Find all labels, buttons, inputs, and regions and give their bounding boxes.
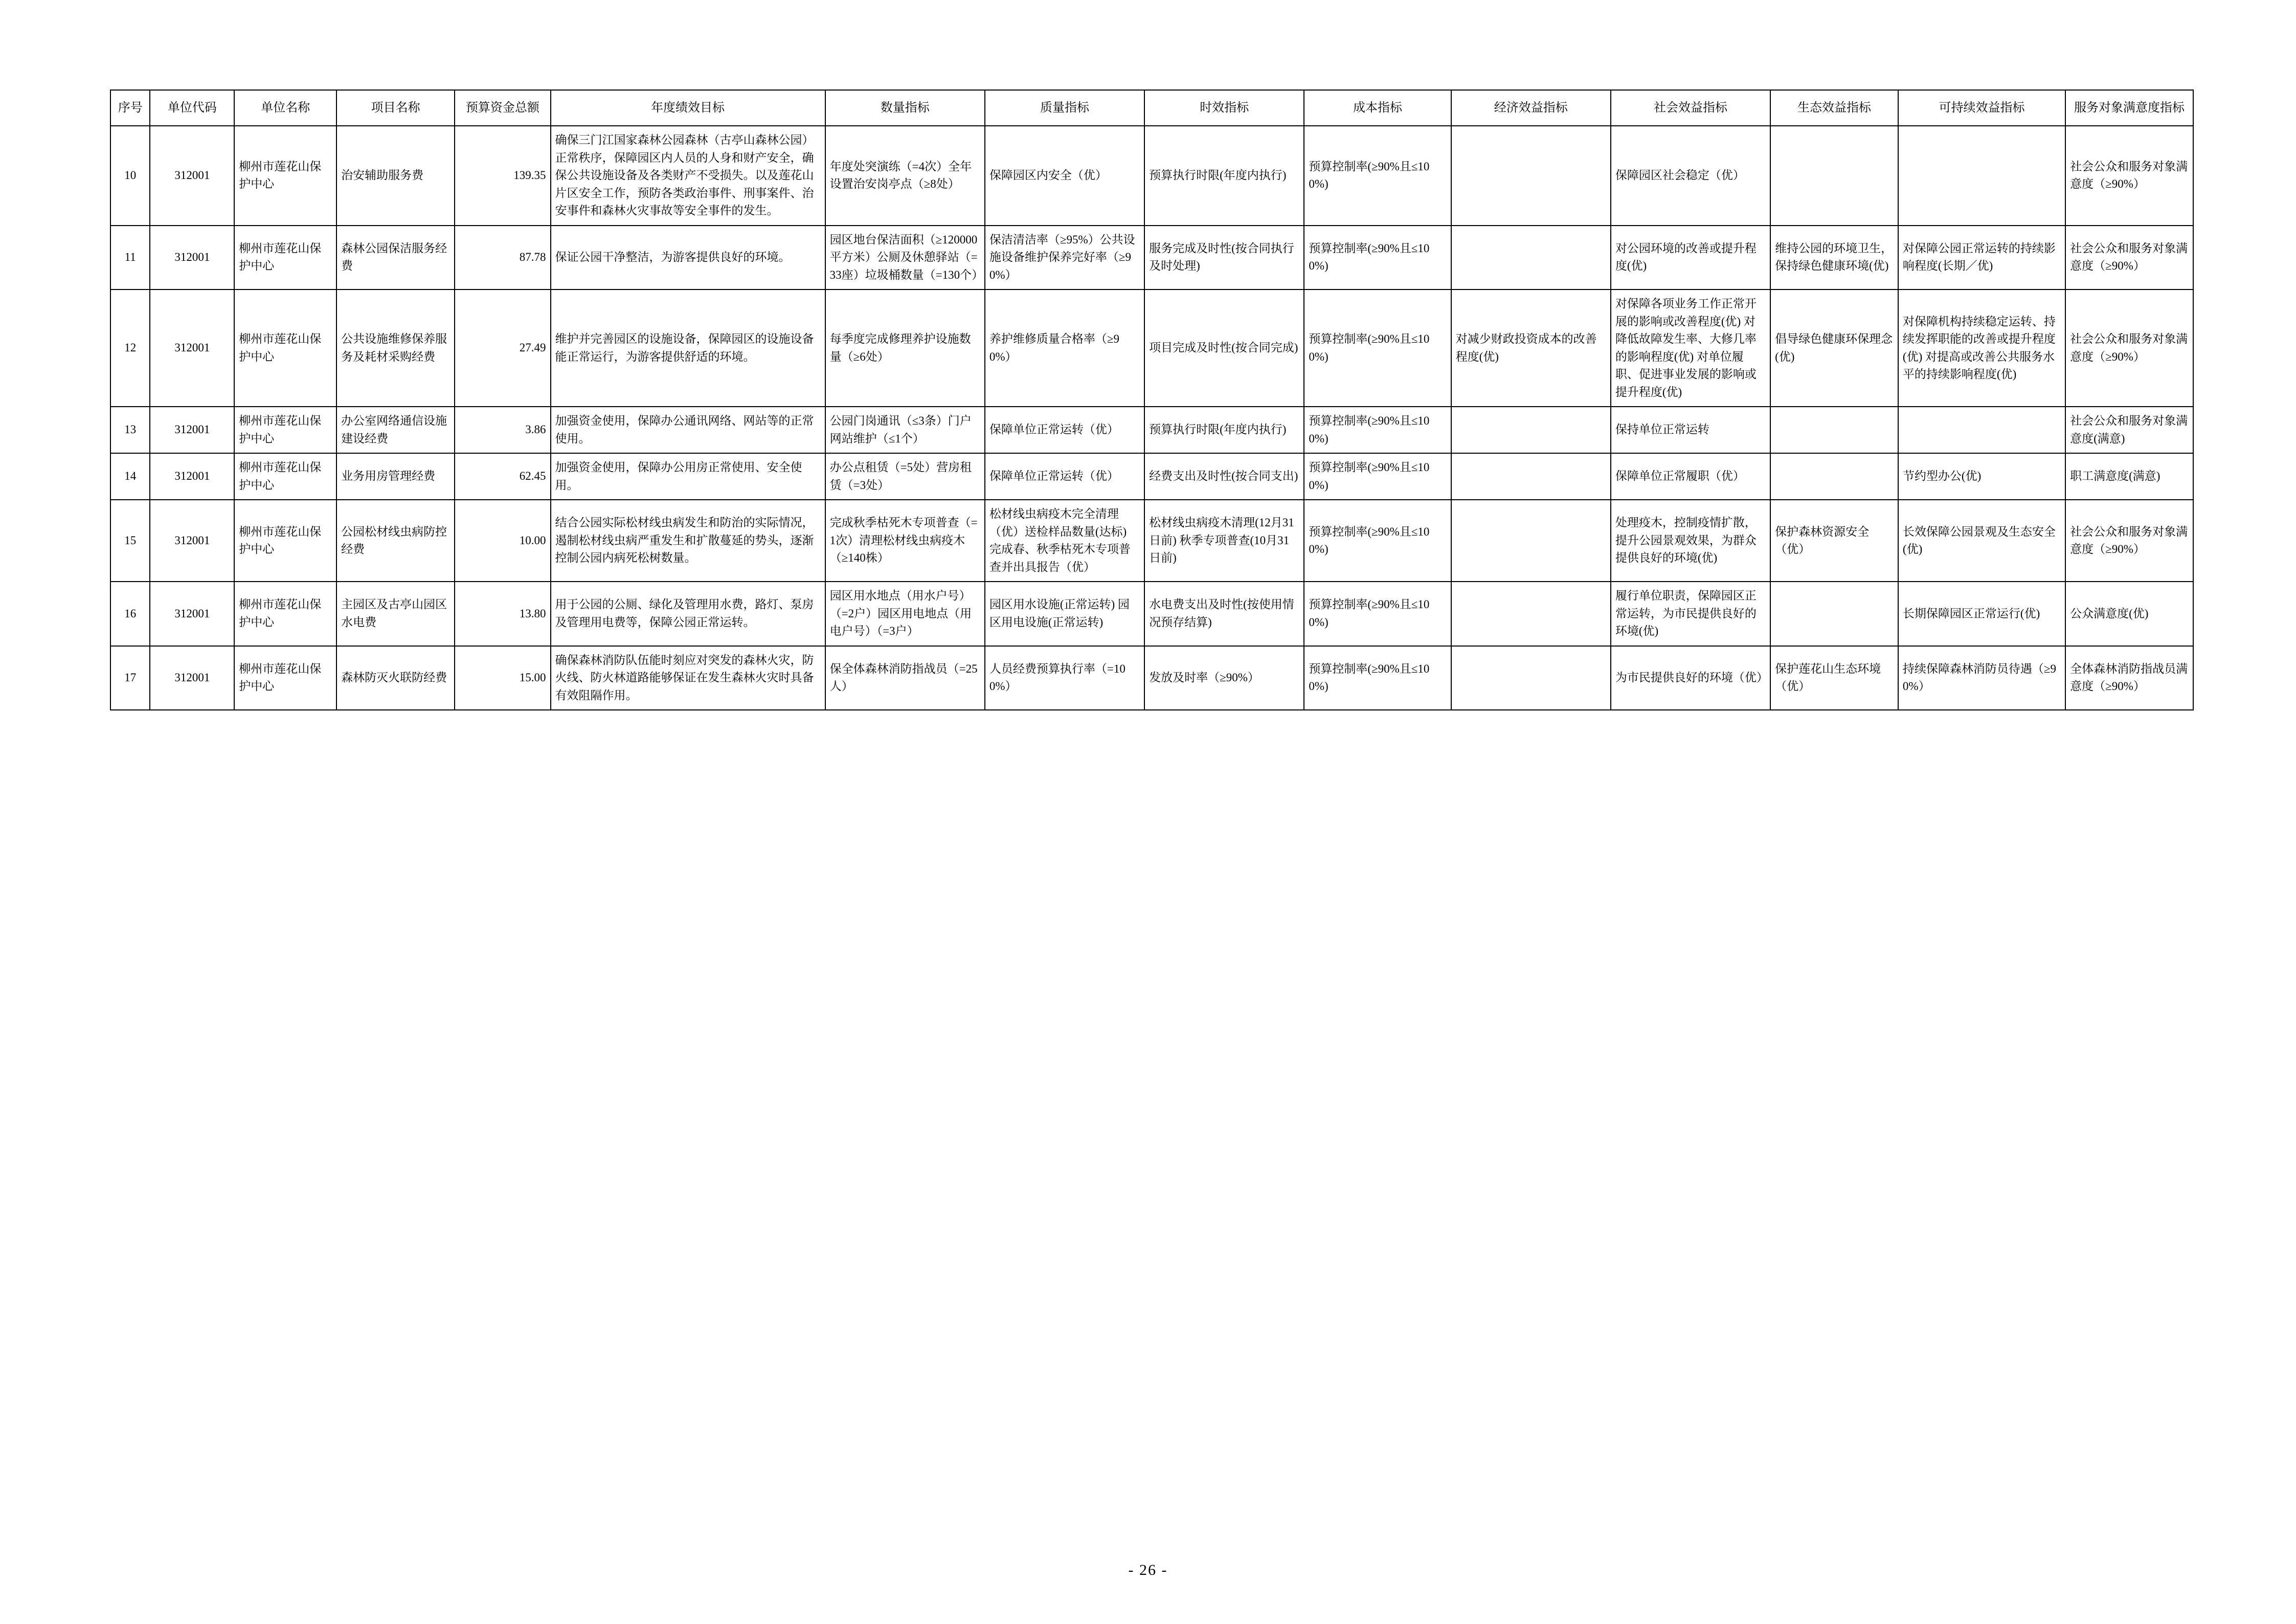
cell-cost: 预算控制率(≥90%且≤100%) bbox=[1304, 290, 1451, 407]
table-row bbox=[110, 126, 2193, 226]
cell-unit-name: 柳州市莲花山保护中心 bbox=[234, 407, 336, 453]
cell-unit-code: 312001 bbox=[150, 500, 234, 582]
table-row bbox=[110, 582, 2193, 646]
cell-ecological bbox=[1770, 582, 1898, 646]
cell-satisfaction: 社会公众和服务对象满意度（≥90%） bbox=[2065, 226, 2193, 290]
cell-cost: 预算控制率(≥90%且≤100%) bbox=[1304, 453, 1451, 500]
cell-annual-goal: 加强资金使用，保障办公通讯网络、网站等的正常使用。 bbox=[551, 407, 825, 453]
cell-quantity: 办公点租赁（=5处）营房租赁（=3处） bbox=[825, 453, 985, 500]
cell-social: 对保障各项业务工作正常开展的影响或改善程度(优) 对降低故障发生率、大修几率的影响程度(优) 对单位履职、促进事业发展的影响或提升程度(优) bbox=[1611, 290, 1770, 407]
cell-amount: 15.00 bbox=[455, 646, 550, 710]
cell-cost: 预算控制率(≥90%且≤100%) bbox=[1304, 226, 1451, 290]
cell-amount: 13.80 bbox=[455, 582, 550, 646]
cell-annual-goal: 确保森林消防队伍能时刻应对突发的森林火灾，防火线、防火林道路能够保证在发生森林火灾时具备有效阻隔作用。 bbox=[551, 646, 825, 710]
col-header-amount: 预算资金总额 bbox=[455, 90, 550, 126]
cell-annual-goal: 保证公园干净整洁，为游客提供良好的环境。 bbox=[551, 226, 825, 290]
page-number: - 26 - bbox=[1128, 1562, 1168, 1578]
cell-amount: 3.86 bbox=[455, 407, 550, 453]
cell-quantity: 完成秋季枯死木专项普查（=1次）清理松材线虫病疫木（≥140株） bbox=[825, 500, 985, 582]
cell-satisfaction: 公众满意度(优) bbox=[2065, 582, 2193, 646]
table-row bbox=[110, 226, 2193, 290]
col-header-timeliness: 时效指标 bbox=[1144, 90, 1304, 126]
cell-annual-goal: 结合公园实际松材线虫病发生和防治的实际情况，遏制松材线虫病严重发生和扩散蔓延的势头，逐渐控制公园内病死松树数量。 bbox=[551, 500, 825, 582]
cell-quality: 保洁清洁率（≥95%）公共设施设备维护保养完好率（≥90%） bbox=[985, 226, 1144, 290]
cell-social: 对公园环境的改善或提升程度(优) bbox=[1611, 226, 1770, 290]
cell-project-name: 公园松材线虫病防控经费 bbox=[336, 500, 455, 582]
cell-unit-code: 312001 bbox=[150, 290, 234, 407]
cell-quantity: 保全体森林消防指战员（=25人） bbox=[825, 646, 985, 710]
cell-unit-name: 柳州市莲花山保护中心 bbox=[234, 126, 336, 226]
cell-social: 保持单位正常运转 bbox=[1611, 407, 1770, 453]
cell-economic bbox=[1451, 407, 1611, 453]
cell-amount: 62.45 bbox=[455, 453, 550, 500]
cell-satisfaction: 社会公众和服务对象满意度（≥90%） bbox=[2065, 290, 2193, 407]
cell-unit-code: 312001 bbox=[150, 226, 234, 290]
cell-economic bbox=[1451, 453, 1611, 500]
cell-timeliness: 项目完成及时性(按合同完成) bbox=[1144, 290, 1304, 407]
cell-sustainable: 对保障机构持续稳定运转、持续发挥职能的改善或提升程度(优) 对提高或改善公共服务水平的持续影响程度(优) bbox=[1898, 290, 2065, 407]
cell-timeliness: 经费支出及时性(按合同支出) bbox=[1144, 453, 1304, 500]
table-row bbox=[110, 290, 2193, 407]
cell-amount: 27.49 bbox=[455, 290, 550, 407]
cell-ecological bbox=[1770, 453, 1898, 500]
cell-amount: 10.00 bbox=[455, 500, 550, 582]
cell-unit-name: 柳州市莲花山保护中心 bbox=[234, 582, 336, 646]
cell-timeliness: 水电费支出及时性(按使用情况预存结算) bbox=[1144, 582, 1304, 646]
cell-sustainable: 长效保障公园景观及生态安全(优) bbox=[1898, 500, 2065, 582]
col-header-cost: 成本指标 bbox=[1304, 90, 1451, 126]
cell-unit-name: 柳州市莲花山保护中心 bbox=[234, 453, 336, 500]
cell-ecological bbox=[1770, 126, 1898, 226]
cell-index: 10 bbox=[110, 126, 150, 226]
cell-economic bbox=[1451, 126, 1611, 226]
cell-project-name: 治安辅助服务费 bbox=[336, 126, 455, 226]
performance-target-table bbox=[110, 90, 2194, 710]
cell-index: 11 bbox=[110, 226, 150, 290]
cell-timeliness: 服务完成及时性(按合同执行及时处理) bbox=[1144, 226, 1304, 290]
cell-quality: 养护维修质量合格率（≥90%） bbox=[985, 290, 1144, 407]
cell-cost: 预算控制率(≥90%且≤100%) bbox=[1304, 126, 1451, 226]
col-header-unit-code: 单位代码 bbox=[150, 90, 234, 126]
cell-cost: 预算控制率(≥90%且≤100%) bbox=[1304, 407, 1451, 453]
cell-quality: 保障园区内安全（优） bbox=[985, 126, 1144, 226]
cell-ecological: 倡导绿色健康环保理念(优) bbox=[1770, 290, 1898, 407]
cell-project-name: 办公室网络通信设施建设经费 bbox=[336, 407, 455, 453]
col-header-quantity: 数量指标 bbox=[825, 90, 985, 126]
col-header-social: 社会效益指标 bbox=[1611, 90, 1770, 126]
cell-quality: 保障单位正常运转（优） bbox=[985, 453, 1144, 500]
col-header-annual-goal: 年度绩效目标 bbox=[551, 90, 825, 126]
cell-unit-name: 柳州市莲花山保护中心 bbox=[234, 226, 336, 290]
cell-project-name: 森林防灭火联防经费 bbox=[336, 646, 455, 710]
cell-quantity: 年度处突演练（=4次）全年设置治安岗亭点（≥8处） bbox=[825, 126, 985, 226]
cell-unit-name: 柳州市莲花山保护中心 bbox=[234, 646, 336, 710]
cell-quality: 园区用水设施(正常运转) 园区用电设施(正常运转) bbox=[985, 582, 1144, 646]
col-header-satisfaction: 服务对象满意度指标 bbox=[2065, 90, 2193, 126]
cell-sustainable bbox=[1898, 407, 2065, 453]
cell-timeliness: 预算执行时限(年度内执行) bbox=[1144, 407, 1304, 453]
cell-sustainable: 节约型办公(优) bbox=[1898, 453, 2065, 500]
cell-satisfaction: 社会公众和服务对象满意度（≥90%） bbox=[2065, 500, 2193, 582]
cell-quantity: 公园门岗通讯（≤3条）门户网站维护（≤1个） bbox=[825, 407, 985, 453]
cell-economic: 对减少财政投资成本的改善程度(优) bbox=[1451, 290, 1611, 407]
col-header-quality: 质量指标 bbox=[985, 90, 1144, 126]
cell-quantity: 园区用水地点（用水户号）（=2户）园区用电地点（用电户号）（=3户） bbox=[825, 582, 985, 646]
cell-index: 17 bbox=[110, 646, 150, 710]
cell-amount: 87.78 bbox=[455, 226, 550, 290]
cell-annual-goal: 维护并完善园区的设施设备，保障园区的设施设备能正常运行，为游客提供舒适的环境。 bbox=[551, 290, 825, 407]
cell-sustainable: 长期保障园区正常运行(优) bbox=[1898, 582, 2065, 646]
cell-satisfaction: 社会公众和服务对象满意度(满意) bbox=[2065, 407, 2193, 453]
cell-ecological: 保护莲花山生态环境（优） bbox=[1770, 646, 1898, 710]
col-header-economic: 经济效益指标 bbox=[1451, 90, 1611, 126]
cell-index: 16 bbox=[110, 582, 150, 646]
cell-quantity: 园区地台保洁面积（≥120000平方米）公厕及休憩驿站（=33座）垃圾桶数量（=130个） bbox=[825, 226, 985, 290]
cell-unit-code: 312001 bbox=[150, 646, 234, 710]
cell-social: 履行单位职责，保障园区正常运转，为市民提供良好的环境(优) bbox=[1611, 582, 1770, 646]
cell-satisfaction: 全体森林消防指战员满意度（≥90%） bbox=[2065, 646, 2193, 710]
table-row bbox=[110, 453, 2193, 500]
cell-satisfaction: 社会公众和服务对象满意度（≥90%） bbox=[2065, 126, 2193, 226]
cell-economic bbox=[1451, 646, 1611, 710]
cell-social: 保障园区社会稳定（优） bbox=[1611, 126, 1770, 226]
cell-unit-code: 312001 bbox=[150, 407, 234, 453]
cell-unit-name: 柳州市莲花山保护中心 bbox=[234, 500, 336, 582]
cell-quality: 保障单位正常运转（优） bbox=[985, 407, 1144, 453]
cell-project-name: 业务用房管理经费 bbox=[336, 453, 455, 500]
cell-project-name: 主园区及古亭山园区水电费 bbox=[336, 582, 455, 646]
cell-sustainable: 持续保障森林消防员待遇（≥90%） bbox=[1898, 646, 2065, 710]
cell-ecological: 维持公园的环境卫生，保持绿色健康环境(优) bbox=[1770, 226, 1898, 290]
cell-quality: 松材线虫病疫木完全清理（优）送检样品数量(达标) 完成春、秋季枯死木专项普查并出具报告（优） bbox=[985, 500, 1144, 582]
table-row bbox=[110, 500, 2193, 582]
cell-social: 保障单位正常履职（优） bbox=[1611, 453, 1770, 500]
cell-social: 为市民提供良好的环境（优） bbox=[1611, 646, 1770, 710]
table-row bbox=[110, 646, 2193, 710]
cell-quantity: 每季度完成修理养护设施数量（≥6处） bbox=[825, 290, 985, 407]
cell-annual-goal: 加强资金使用，保障办公用房正常使用、安全使用。 bbox=[551, 453, 825, 500]
cell-sustainable bbox=[1898, 126, 2065, 226]
cell-cost: 预算控制率(≥90%且≤100%) bbox=[1304, 646, 1451, 710]
cell-ecological bbox=[1770, 407, 1898, 453]
cell-timeliness: 预算执行时限(年度内执行) bbox=[1144, 126, 1304, 226]
col-header-sustainable: 可持续效益指标 bbox=[1898, 90, 2065, 126]
col-header-unit-name: 单位名称 bbox=[234, 90, 336, 126]
cell-annual-goal: 确保三门江国家森林公园森林（古亭山森林公园）正常秩序，保障园区内人员的人身和财产安全，确保公共设施设备及各类财产不受损失。以及莲花山片区安全工作，预防各类政治事件、刑事案件、治安事件和森林火灾事故等安全事件的发生。 bbox=[551, 126, 825, 226]
cell-annual-goal: 用于公园的公厕、绿化及管理用水费，路灯、泵房及管理用电费等，保障公园正常运转。 bbox=[551, 582, 825, 646]
cell-project-name: 森林公园保洁服务经费 bbox=[336, 226, 455, 290]
cell-economic bbox=[1451, 500, 1611, 582]
cell-cost: 预算控制率(≥90%且≤100%) bbox=[1304, 582, 1451, 646]
cell-economic bbox=[1451, 582, 1611, 646]
col-header-index: 序号 bbox=[110, 90, 150, 126]
col-header-project-name: 项目名称 bbox=[336, 90, 455, 126]
table-header-row bbox=[110, 90, 2193, 126]
col-header-ecological: 生态效益指标 bbox=[1770, 90, 1898, 126]
cell-amount: 139.35 bbox=[455, 126, 550, 226]
cell-quality: 人员经费预算执行率（=100%） bbox=[985, 646, 1144, 710]
cell-unit-code: 312001 bbox=[150, 582, 234, 646]
cell-timeliness: 松材线虫病疫木清理(12月31日前) 秋季专项普查(10月31日前) bbox=[1144, 500, 1304, 582]
cell-cost: 预算控制率(≥90%且≤100%) bbox=[1304, 500, 1451, 582]
table-row bbox=[110, 407, 2193, 453]
cell-unit-name: 柳州市莲花山保护中心 bbox=[234, 290, 336, 407]
cell-timeliness: 发放及时率（≥90%） bbox=[1144, 646, 1304, 710]
cell-index: 13 bbox=[110, 407, 150, 453]
cell-social: 处理疫木，控制疫情扩散，提升公园景观效果，为群众提供良好的环境(优) bbox=[1611, 500, 1770, 582]
cell-economic bbox=[1451, 226, 1611, 290]
cell-project-name: 公共设施维修保养服务及耗材采购经费 bbox=[336, 290, 455, 407]
cell-satisfaction: 职工满意度(满意) bbox=[2065, 453, 2193, 500]
cell-unit-code: 312001 bbox=[150, 126, 234, 226]
cell-sustainable: 对保障公园正常运转的持续影响程度(长期／优) bbox=[1898, 226, 2065, 290]
cell-ecological: 保护森林资源安全（优） bbox=[1770, 500, 1898, 582]
cell-index: 12 bbox=[110, 290, 150, 407]
cell-index: 15 bbox=[110, 500, 150, 582]
cell-unit-code: 312001 bbox=[150, 453, 234, 500]
cell-index: 14 bbox=[110, 453, 150, 500]
